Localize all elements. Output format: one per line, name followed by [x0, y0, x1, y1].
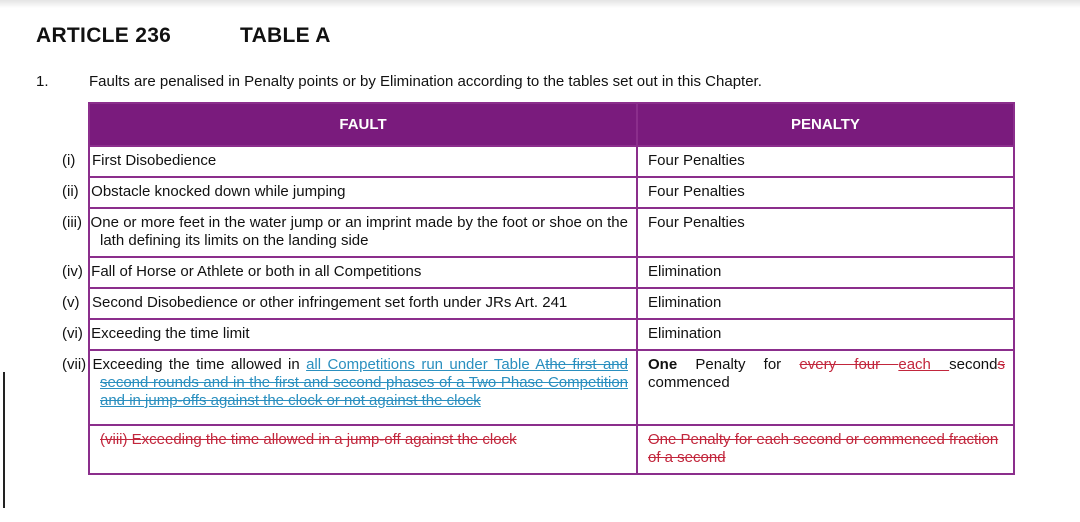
table-row — [89, 257, 1014, 288]
penalty-bold-text: One — [648, 356, 678, 373]
deleted-text: against the clock or not against the clock — [206, 392, 481, 409]
change-bar — [3, 372, 5, 508]
inserted-text: all Competitions run under Table A — [306, 356, 546, 373]
fault-lead-text: (vii) Exceeding the time allowed in — [62, 356, 307, 373]
fault-cell — [62, 350, 637, 425]
page-top-edge — [0, 0, 1080, 8]
fault-cell: (vi) Exceeding the time limit — [89, 319, 637, 350]
article-title: ARTICLE 236 — [36, 24, 172, 47]
table-row — [89, 146, 1014, 177]
penalty-cell — [637, 425, 1014, 474]
table-row — [89, 177, 1014, 208]
penalty-text: Penalty for — [677, 356, 800, 373]
penalty-cell: Elimination — [637, 319, 1014, 350]
fault-cell: (iv) Fall of Horse or Athlete or both in all Competitions — [89, 257, 637, 288]
faults-table — [62, 102, 1015, 475]
penalty-cell — [637, 350, 1014, 425]
paragraph-number: 1. — [36, 73, 49, 90]
penalty-cell: Four Penalties — [637, 177, 1014, 208]
table-row — [89, 319, 1014, 350]
penalty-cell: Elimination — [637, 288, 1014, 319]
penalty-column-header: PENALTY — [637, 103, 1014, 146]
penalty-cell: Elimination — [637, 257, 1014, 288]
deleted-text: the first and second rounds and — [100, 356, 628, 391]
fault-column-header: FAULT — [89, 103, 637, 146]
article-heading — [36, 24, 331, 48]
deleted-text: every four — [799, 356, 899, 373]
table-title: TABLE A — [240, 24, 331, 47]
inserted-deleted-text: in the first and second phases of a Two Phase Competition and in jump-offs — [100, 374, 629, 409]
fault-cell: (i) First Disobedience — [89, 146, 637, 177]
deleted-text: One Penalty for each second or commenced fraction of a second — [648, 431, 999, 466]
table-row-viii — [89, 425, 1014, 474]
fault-cell: (ii) Obstacle knocked down while jumping — [89, 177, 637, 208]
penalty-text: commenced — [648, 356, 1010, 391]
fault-cell: (iii) One or more feet in the water jump or an imprint made by the foot or shoe on the lath defining its limits on the landing side — [89, 208, 637, 257]
table-header-row — [89, 103, 1014, 146]
penalty-cell: Four Penalties — [637, 208, 1014, 257]
penalty-cell: Four Penalties — [637, 146, 1014, 177]
deleted-text: (viii) Exceeding the time allowed in a jump-off against the clock — [100, 431, 517, 448]
penalty-text: second — [949, 356, 998, 373]
paragraph-text: Faults are penalised in Penalty points or by Elimination according to the tables set out in this Chapter. — [89, 73, 762, 90]
table-row-vii — [89, 350, 1014, 425]
table-row — [89, 208, 1014, 257]
fault-cell — [89, 425, 637, 474]
fault-cell: (v) Second Disobedience or other infringement set forth under JRs Art. 241 — [89, 288, 637, 319]
deleted-text: s — [997, 356, 1005, 373]
inserted-text: each — [898, 356, 950, 373]
table-row — [89, 288, 1014, 319]
